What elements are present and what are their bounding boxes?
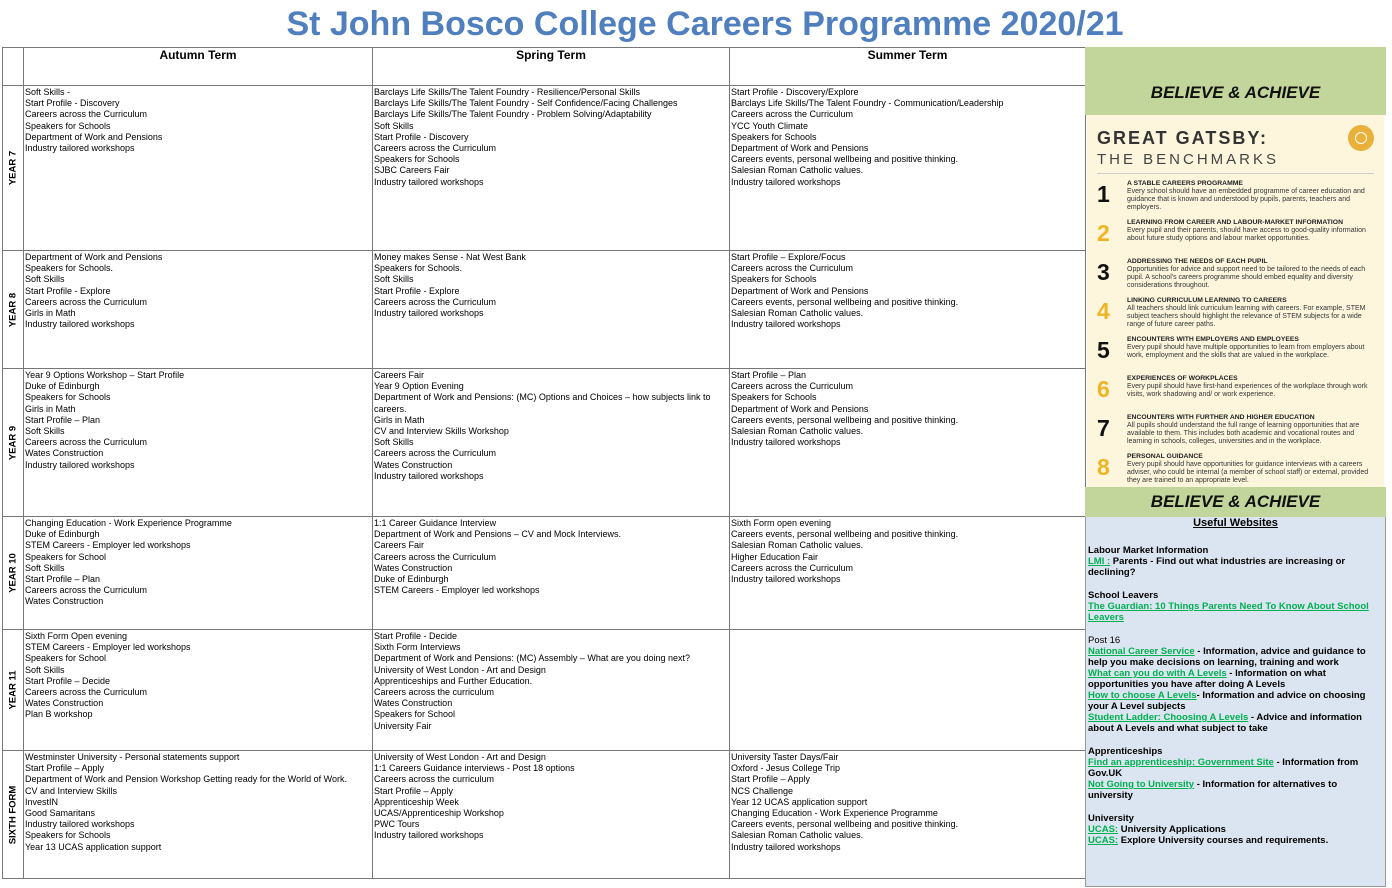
activity-item: Duke of Edinburgh xyxy=(374,574,449,585)
activity-item: Start Profile – Explore/Focus xyxy=(731,252,846,262)
link-student-ladder[interactable]: Student Ladder: Choosing A Levels xyxy=(1088,712,1249,723)
activity-item: Apprenticeships and Further Education. xyxy=(374,675,533,686)
careers-programme-table xyxy=(2,47,1086,879)
activity-item: Salesian Roman Catholic values. xyxy=(731,308,864,319)
summer-term-cell xyxy=(730,86,1086,251)
activity-item: Duke of Edinburgh xyxy=(25,381,100,392)
activity-item: 1:1 Careers Guidance interviews - Post 18 options xyxy=(374,763,575,774)
benchmark-number: 2 xyxy=(1097,220,1110,246)
year-label-cell xyxy=(3,751,24,879)
activity-item: Department of Work and Pension Workshop Getting ready for the World of Work. xyxy=(25,774,347,785)
benchmark-heading: PERSONAL GUIDANCE xyxy=(1127,453,1203,460)
activity-item: Girls in Math xyxy=(25,308,76,319)
activity-item: Start Profile - Explore xyxy=(25,285,111,296)
activity-item: Careers across the Curriculum xyxy=(25,585,148,596)
summer-term-cell xyxy=(730,630,1086,751)
activity-item: Good Samaritans xyxy=(25,808,96,819)
activity-item: Start Profile – Apply xyxy=(374,785,454,796)
activity-item: Careers across the curriculum xyxy=(374,687,495,698)
activity-item: careers. xyxy=(374,403,407,414)
activity-item: Careers across the Curriculum xyxy=(731,263,854,274)
activity-item: Soft Skills - xyxy=(25,87,71,97)
activity-item: University of West London - Art and Design xyxy=(374,752,546,762)
autumn-term-cell xyxy=(24,630,373,751)
activity-item: Speakers for Schools xyxy=(374,154,460,165)
activity-item: Careers across the Curriculum xyxy=(731,562,854,573)
section-post16: Post 16 xyxy=(1088,635,1121,646)
activity-item: Speakers for School xyxy=(374,709,456,720)
activity-item: University Taster Days/Fair xyxy=(731,752,839,762)
year-label-cell xyxy=(3,251,24,369)
activity-item: Girls in Math xyxy=(25,403,76,414)
activity-item: Soft Skills xyxy=(25,664,65,675)
activity-item: Careers across the Curriculum xyxy=(731,109,854,120)
activity-item: Year 9 Option Evening xyxy=(374,381,464,392)
activity-item: Soft Skills xyxy=(374,437,414,448)
activity-item: Department of Work and Pensions xyxy=(731,403,869,414)
activity-item: Wates Construction xyxy=(374,698,453,709)
activity-item: NCS Challenge xyxy=(731,785,794,796)
activity-item: Industry tailored workshops xyxy=(731,319,841,330)
benchmark-item xyxy=(1097,453,1374,486)
activity-item: Plan B workshop xyxy=(25,709,93,720)
activity-item: Careers across the Curriculum xyxy=(25,687,148,698)
activity-item: Year 13 UCAS application support xyxy=(25,841,162,852)
benchmark-heading: ENCOUNTERS WITH EMPLOYERS AND EMPLOYEES xyxy=(1127,336,1299,343)
activity-item: Speakers for Schools xyxy=(731,131,817,142)
activity-item: Speakers for Schools xyxy=(25,392,111,403)
activity-item: InvestIN xyxy=(25,796,59,807)
activity-item: Industry tailored workshops xyxy=(374,830,484,841)
activity-item: Department of Work and Pensions: (MC) Options and Choices – how subjects link to xyxy=(374,392,711,403)
activity-item: Speakers for Schools. xyxy=(374,263,463,274)
spring-term-cell xyxy=(373,630,730,751)
gatsby-subtitle: THE BENCHMARKS xyxy=(1097,151,1374,174)
link-national-career-service[interactable]: National Career Service xyxy=(1088,646,1195,657)
summer-term-cell xyxy=(730,369,1086,517)
activity-item: Barclays Life Skills/The Talent Foundry - Communication/Leadership xyxy=(731,98,1004,109)
year-label: YEAR 11 xyxy=(7,670,19,710)
activity-item: Industry tailored workshops xyxy=(25,319,135,330)
autumn-term-cell xyxy=(24,251,373,369)
activity-item: Wates Construction xyxy=(374,562,453,573)
activity-item: Soft Skills xyxy=(25,274,65,285)
activity-item: Wates Construction xyxy=(25,448,104,459)
year-label-cell xyxy=(3,517,24,630)
activity-item: Industry tailored workshops xyxy=(731,437,841,448)
activity-item: Salesian Roman Catholic values. xyxy=(731,426,864,437)
activity-item: Higher Education Fair xyxy=(731,551,819,562)
activity-item: Soft Skills xyxy=(374,274,414,285)
activity-item: Speakers for Schools xyxy=(25,830,111,841)
activity-item: Speakers for Schools xyxy=(731,392,817,403)
believe-achieve-banner-top: BELIEVE & ACHIEVE xyxy=(1085,47,1386,115)
year-row xyxy=(3,751,1086,879)
spring-term-cell xyxy=(373,86,730,251)
activity-item: Barclays Life Skills/The Talent Foundry - Resilience/Personal Skills xyxy=(374,87,640,97)
benchmark-number: 5 xyxy=(1097,337,1110,363)
activity-item: CV and Interview Skills xyxy=(25,785,118,796)
activity-item: Careers across the Curriculum xyxy=(25,296,148,307)
activity-item: 1:1 Career Guidance Interview xyxy=(374,518,497,528)
useful-websites-title: Useful Websites xyxy=(1193,517,1278,529)
benchmark-item xyxy=(1097,375,1374,408)
activity-item: Careers events, personal wellbeing and positive thinking. xyxy=(731,529,959,540)
benchmark-number: 4 xyxy=(1097,298,1110,324)
benchmark-number: 6 xyxy=(1097,376,1110,402)
activity-item: Careers Fair xyxy=(374,540,425,551)
activity-item: Speakers for School xyxy=(25,653,107,664)
year-label: YEAR 10 xyxy=(7,553,19,593)
activity-item: Girls in Math xyxy=(374,414,425,425)
benchmark-description: Every pupil and their parents, should have access to good-quality information about future study options and labour market opportunities. xyxy=(1127,227,1366,242)
benchmark-description: All pupils should understand the full range of learning opportunities that are available to them. This includes both academic and vocational routes and learning in schools, colleges, universities and in the workplace. xyxy=(1127,422,1360,445)
activity-item: Start Profile – Plan xyxy=(25,414,101,425)
activity-item: Start Profile - Discovery/Explore xyxy=(731,87,859,97)
year-row xyxy=(3,369,1086,517)
activity-item: Duke of Edinburgh xyxy=(25,529,100,540)
activity-item: Careers across the Curriculum xyxy=(25,109,148,120)
activity-item: Speakers for Schools xyxy=(25,120,111,131)
activity-item: Industry tailored workshops xyxy=(731,841,841,852)
activity-item: Sixth Form open evening xyxy=(731,518,832,528)
link-lmi[interactable]: LMI : xyxy=(1088,556,1111,567)
spring-term-cell xyxy=(373,751,730,879)
benchmark-description: Opportunities for advice and support need to be tailored to the needs of each pupil. A school's careers programme should embed equality and diversity considerations throughout. xyxy=(1127,266,1366,289)
year-label: YEAR 8 xyxy=(7,292,19,327)
activity-item: Department of Work and Pensions xyxy=(25,252,163,262)
activity-item: Careers events, personal wellbeing and positive thinking. xyxy=(731,296,959,307)
autumn-term-cell xyxy=(24,86,373,251)
activity-item: Changing Education - Work Experience Programme xyxy=(25,518,232,528)
link-choose-a-levels[interactable]: How to choose A Levels xyxy=(1088,690,1197,701)
activity-item: University Fair xyxy=(374,720,432,731)
year-label: YEAR 9 xyxy=(7,425,19,460)
benchmark-description: Every pupil should have first-hand experiences of the workplace through work visits, work shadowing and/ or work experience. xyxy=(1127,383,1368,398)
activity-item: PWC Tours xyxy=(374,819,420,830)
year-label-cell xyxy=(3,86,24,251)
activity-item: University of West London - Art and Design xyxy=(374,664,546,675)
activity-item: Money makes Sense - Nat West Bank xyxy=(374,252,526,262)
section-school-leavers: School Leavers xyxy=(1088,590,1159,601)
activity-item: Start Profile - Discovery xyxy=(25,98,120,109)
activity-item: Careers Fair xyxy=(374,370,425,380)
spring-term-cell xyxy=(373,517,730,630)
activity-item: UCAS/Apprenticeship Workshop xyxy=(374,808,504,819)
benchmark-item xyxy=(1097,336,1374,369)
benchmark-list xyxy=(1097,180,1374,486)
benchmark-heading: ADDRESSING THE NEEDS OF EACH PUPIL xyxy=(1127,258,1268,265)
summer-term-cell xyxy=(730,517,1086,630)
benchmark-description: Every pupil should have opportunities for guidance interviews with a careers adviser, who could be internal (a member of school staff) or external, provided they are trained to an appropriate level. xyxy=(1127,461,1369,484)
activity-item: SJBC Careers Fair xyxy=(374,165,450,176)
activity-item: Sixth Form Interviews xyxy=(374,642,461,653)
year-label-cell xyxy=(3,369,24,517)
benchmark-heading: EXPERIENCES OF WORKPLACES xyxy=(1127,375,1238,382)
activity-item: Careers across the Curriculum xyxy=(374,296,497,307)
believe-achieve-banner-bottom: BELIEVE & ACHIEVE xyxy=(1085,487,1386,517)
activity-item: Industry tailored workshops xyxy=(731,574,841,585)
benchmark-description: Every pupil should have multiple opportunities to learn from employers about work, employment and the skills that are valued in the workplace. xyxy=(1127,344,1365,359)
activity-item: Industry tailored workshops xyxy=(731,176,841,187)
benchmark-item xyxy=(1097,258,1374,291)
spring-term-cell xyxy=(373,369,730,517)
header-autumn-term: Autumn Term xyxy=(24,48,373,86)
link-ucas-explore[interactable]: UCAS: xyxy=(1088,835,1119,846)
activity-item: Start Profile – Plan xyxy=(731,370,807,380)
activity-item: Speakers for Schools. xyxy=(25,263,114,274)
activity-item: STEM Careers - Employer led workshops xyxy=(374,585,540,596)
benchmark-number: 8 xyxy=(1097,454,1110,480)
summer-term-cell xyxy=(730,751,1086,879)
header-spring-term: Spring Term xyxy=(373,48,730,86)
activity-item: Start Profile - Explore xyxy=(374,285,460,296)
activity-item: Westminster University - Personal statements support xyxy=(25,752,240,762)
activity-item: Year 9 Options Workshop – Start Profile xyxy=(25,370,185,380)
activity-item: Department of Work and Pensions xyxy=(25,131,163,142)
activity-item: Careers events, personal wellbeing and positive thinking. xyxy=(731,819,959,830)
year-label: YEAR 7 xyxy=(7,150,19,186)
activity-item: YCC Youth Climate xyxy=(731,120,809,131)
autumn-term-cell xyxy=(24,751,373,879)
activity-item: Soft Skills xyxy=(25,562,65,573)
activity-item: Careers events, personal wellbeing and positive thinking. xyxy=(731,414,959,425)
activity-item: Industry tailored workshops xyxy=(374,308,484,319)
year-row xyxy=(3,630,1086,751)
benchmark-item xyxy=(1097,219,1374,252)
activity-item: Department of Work and Pensions: (MC) Assembly – What are you doing next? xyxy=(374,653,690,664)
benchmark-item xyxy=(1097,180,1374,213)
activity-item: Year 12 UCAS application support xyxy=(731,796,868,807)
activity-item: Department of Work and Pensions xyxy=(731,143,869,154)
link-find-apprenticeship[interactable]: Find an apprenticeship: Government Site xyxy=(1088,757,1274,768)
link-not-going-university[interactable]: Not Going to University xyxy=(1088,779,1195,790)
benchmark-heading: LINKING CURRICULUM LEARNING TO CAREERS xyxy=(1127,297,1287,304)
activity-item: Industry tailored workshops xyxy=(25,459,135,470)
benchmark-number: 1 xyxy=(1097,181,1110,207)
activity-item: Careers events, personal wellbeing and positive thinking. xyxy=(731,154,959,165)
gatsby-logo-icon xyxy=(1348,125,1374,151)
activity-item: Soft Skills xyxy=(374,120,414,131)
benchmark-item xyxy=(1097,414,1374,447)
activity-item: Department of Work and Pensions xyxy=(731,285,869,296)
year-row xyxy=(3,517,1086,630)
activity-item: Wates Construction xyxy=(25,596,104,607)
activity-item: Apprenticeship Week xyxy=(374,796,459,807)
autumn-term-cell xyxy=(24,369,373,517)
benchmark-description: Every school should have an embedded programme of career education and guidance that is known and understood by pupils, parents, teachers and employers. xyxy=(1127,188,1365,211)
benchmark-number: 3 xyxy=(1097,259,1110,285)
activity-item: STEM Careers - Employer led workshops xyxy=(25,540,191,551)
sidebar xyxy=(1085,47,1386,887)
activity-item: Speakers for School xyxy=(25,551,107,562)
link-ucas-applications[interactable]: UCAS: xyxy=(1088,824,1119,835)
activity-item: Oxford - Jesus College Trip xyxy=(731,763,841,774)
activity-item: Start Profile - Discovery xyxy=(374,131,469,142)
activity-item: STEM Careers - Employer led workshops xyxy=(25,642,191,653)
activity-item: Salesian Roman Catholic values. xyxy=(731,830,864,841)
gatsby-benchmarks-panel xyxy=(1087,115,1384,487)
header-summer-term: Summer Term xyxy=(730,48,1086,86)
spring-term-cell xyxy=(373,251,730,369)
useful-websites-panel: Useful Websites Labour Market Information LMI : Parents - Find out what industries are increasing or declining? School Leavers The Guardian: 10 Things Parents Need To Know About School Leavers Post 16 National Career Service - Information, advice and guidance to help you make decisions on learning, training and work What can you do with A Levels - Information on what opportunities you have after doing A Levels How to choose A Levels- Information and advice on choosing your A Level subjects Student Ladder: Choosing A Levels - Advice and information about A Levels and what subject to take Apprenticeships Find an apprenticeship: Government Site - Information from Gov.UK Not Going to University - Information for alternatives to university University UCAS: University Applications UCAS: Explore University courses and requirements. xyxy=(1085,517,1386,887)
activity-item: Barclays Life Skills/The Talent Foundry - Problem Solving/Adaptability xyxy=(374,109,652,120)
page-title: St John Bosco College Careers Programme 2020/21 xyxy=(286,5,1124,43)
activity-item: Speakers for Schools xyxy=(731,274,817,285)
year-row xyxy=(3,86,1086,251)
activity-item: Start Profile – Apply xyxy=(731,774,811,785)
activity-item: Department of Work and Pensions – CV and Mock Interviews. xyxy=(374,529,621,540)
autumn-term-cell xyxy=(24,517,373,630)
year-row xyxy=(3,251,1086,369)
link-guardian[interactable]: The Guardian: 10 Things Parents Need To Know About School Leavers xyxy=(1088,601,1369,623)
activity-item: Industry tailored workshops xyxy=(374,176,484,187)
activity-item: Wates Construction xyxy=(374,459,453,470)
activity-item: Industry tailored workshops xyxy=(25,819,135,830)
section-university: University xyxy=(1088,813,1134,824)
activity-item: Careers across the curriculum xyxy=(374,774,495,785)
activity-item: Changing Education - Work Experience Programme xyxy=(731,808,938,819)
year-label-cell xyxy=(3,630,24,751)
benchmark-heading: LEARNING FROM CAREER AND LABOUR-MARKET INFORMATION xyxy=(1127,219,1343,226)
activity-item: Start Profile – Decide xyxy=(25,675,111,686)
summer-term-cell xyxy=(730,251,1086,369)
activity-item: Salesian Roman Catholic values. xyxy=(731,165,864,176)
section-apprenticeships: Apprenticeships xyxy=(1088,746,1163,757)
activity-item: Careers across the Curriculum xyxy=(731,381,854,392)
year-label: SIXTH FORM xyxy=(7,785,19,844)
benchmark-number: 7 xyxy=(1097,415,1110,441)
gatsby-title: GREAT GATSBY: xyxy=(1097,127,1268,148)
activity-item: CV and Interview Skills Workshop xyxy=(374,426,509,437)
benchmark-item xyxy=(1097,297,1374,330)
activity-item: Careers across the Curriculum xyxy=(374,551,497,562)
activity-item: Start Profile - Decide xyxy=(374,631,458,641)
activity-item: Sixth Form Open evening xyxy=(25,631,128,641)
link-a-levels[interactable]: What can you do with A Levels xyxy=(1088,668,1227,679)
activity-item: Careers across the Curriculum xyxy=(25,437,148,448)
activity-item: Soft Skills xyxy=(25,426,65,437)
activity-item: Careers across the Curriculum xyxy=(374,448,497,459)
activity-item: Careers across the Curriculum xyxy=(374,143,497,154)
activity-item: Industry tailored workshops xyxy=(374,470,484,481)
activity-item: Barclays Life Skills/The Talent Foundry - Self Confidence/Facing Challenges xyxy=(374,98,678,109)
benchmark-heading: ENCOUNTERS WITH FURTHER AND HIGHER EDUCATION xyxy=(1127,414,1315,421)
benchmark-description: All teachers should link curriculum learning with careers. For example, STEM subject teachers should highlight the relevance of STEM subjects for a wide range of future career paths. xyxy=(1127,305,1366,328)
activity-item: Start Profile – Apply xyxy=(25,763,105,774)
activity-item: Salesian Roman Catholic values. xyxy=(731,540,864,551)
benchmark-heading: A STABLE CAREERS PROGRAMME xyxy=(1127,180,1243,187)
activity-item: Wates Construction xyxy=(25,698,104,709)
activity-item: Start Profile – Plan xyxy=(25,574,101,585)
corner-cell xyxy=(3,48,24,86)
activity-item: Industry tailored workshops xyxy=(25,143,135,154)
section-lmi: Labour Market Information xyxy=(1088,545,1209,556)
